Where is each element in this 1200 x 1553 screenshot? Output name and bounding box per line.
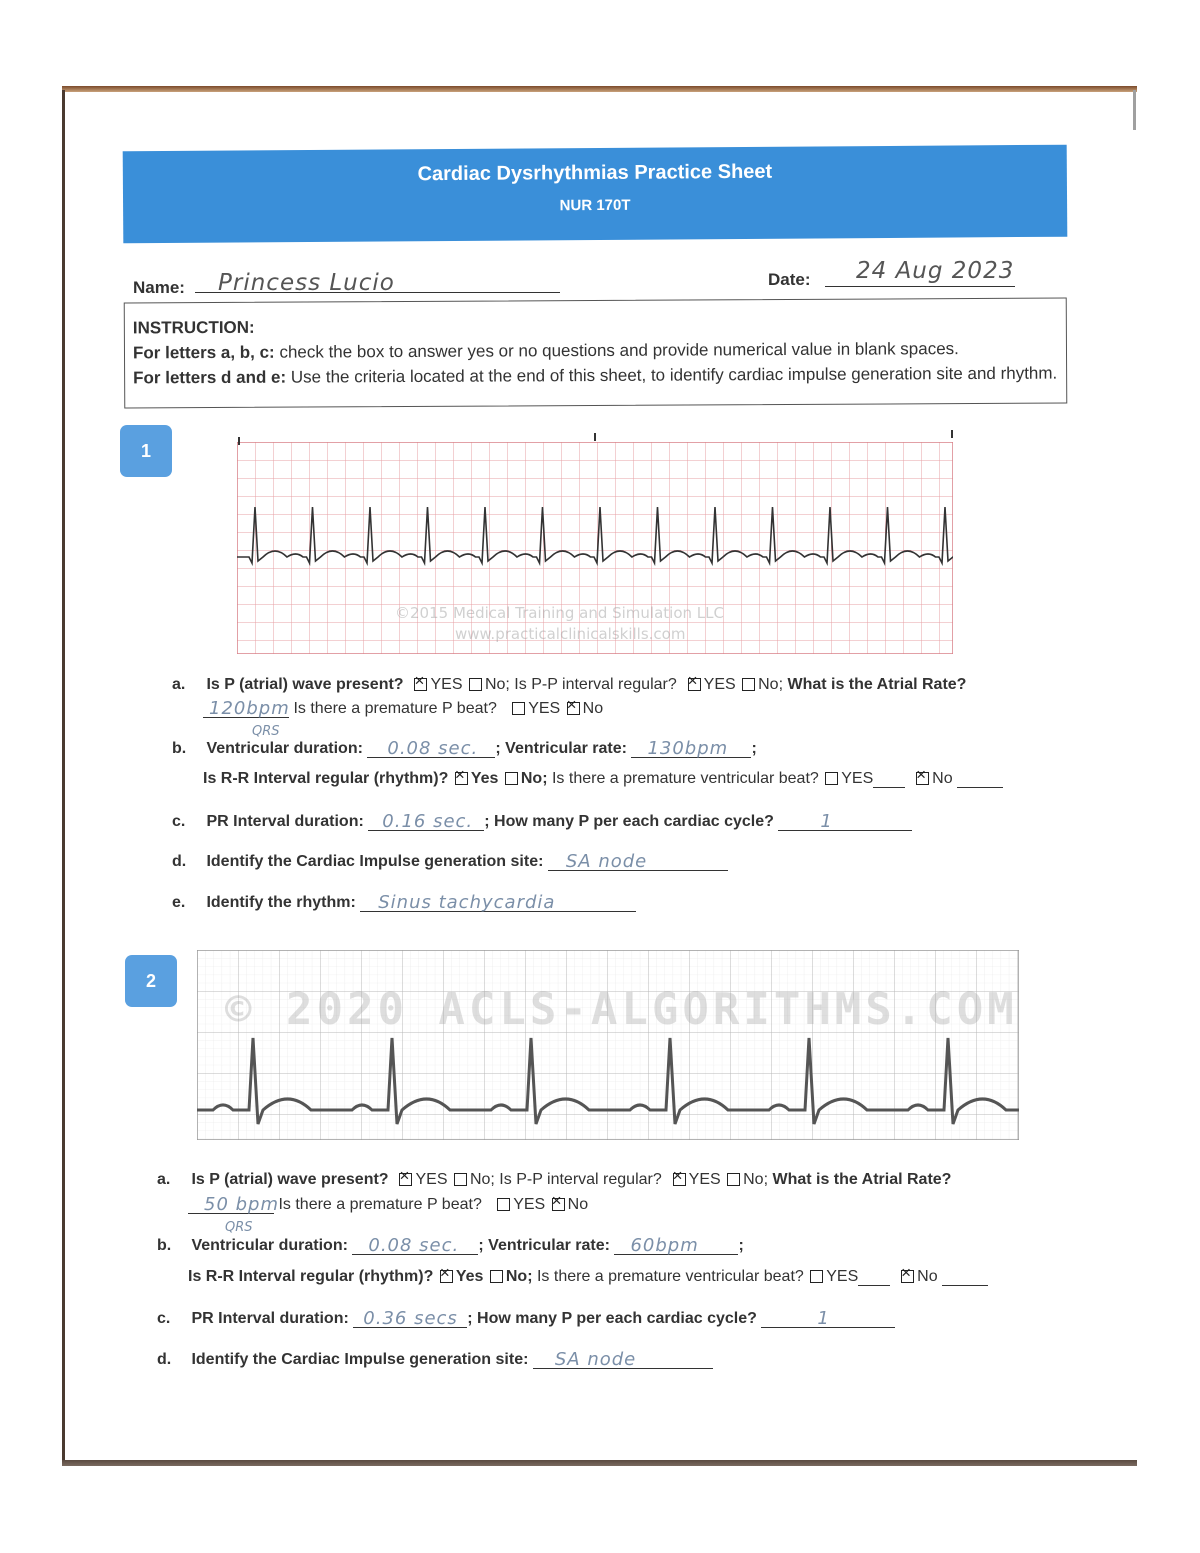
q2-c-p-per-cycle-value: 1: [817, 1308, 830, 1329]
tick-mark: [594, 433, 596, 441]
yes-label: YES: [841, 770, 874, 787]
q1-b-line1: b. Ventricular duration: 0.08 sec. ; Ventricular rate: 130bpm ;: [172, 738, 757, 759]
q1-a-pwave-no-checkbox[interactable]: [469, 678, 482, 691]
tick-mark: [951, 430, 953, 438]
ecg-strip-2: [197, 950, 1019, 1140]
q1-b-rr-no-checkbox[interactable]: [505, 772, 518, 785]
q1-c-pr-value: 0.16 sec.: [382, 811, 474, 832]
q1-d-letter: d.: [172, 853, 187, 870]
paper-edge-bottom: [62, 1460, 1137, 1466]
q2-c-p-per-cycle-question: ; How many P per each cardiac cycle?: [467, 1310, 757, 1327]
no-label: No;: [469, 1171, 495, 1188]
q2-c-p-per-cycle-field[interactable]: [761, 1310, 895, 1328]
q2-b-rate-field[interactable]: [614, 1237, 738, 1255]
ecg-1-watermark-2: www.practicalclinicalskills.com: [455, 625, 686, 643]
q1-a-letter: a.: [172, 676, 186, 693]
q1-c-line: [172, 813, 912, 831]
q1-d-field[interactable]: [548, 853, 728, 871]
no-label: No: [582, 700, 604, 717]
q2-b-duration-value: 0.08 sec.: [368, 1235, 460, 1256]
q1-b-duration-field[interactable]: [367, 740, 495, 758]
q1-a-atrial-rate-value: 120bpm: [209, 698, 290, 719]
ecg-1-watermark-1: ©2015 Medical Training and Simulation LLC: [395, 604, 724, 622]
blank-line: [957, 770, 1003, 788]
q1-a-atrial-rate-field[interactable]: [203, 700, 289, 718]
q2-c-pr-question: PR Interval duration:: [191, 1310, 349, 1327]
q1-b-rr-yes-checkbox[interactable]: [455, 772, 468, 785]
q1-a-atrial-rate-question: What is the Atrial Rate?: [787, 676, 967, 693]
instruction-box: [124, 298, 1068, 409]
q2-c-line: [157, 1310, 895, 1328]
q2-d-question: Identify the Cardiac Impulse generation site:: [191, 1351, 529, 1368]
q1-b-rate-question: ; Ventricular rate:: [495, 740, 627, 757]
blank-line: [858, 1268, 890, 1286]
course-code: NUR 170T: [559, 196, 631, 215]
q1-a-pp-no-checkbox[interactable]: [742, 678, 755, 691]
q1-c-p-per-cycle-field[interactable]: [778, 813, 912, 831]
q2-b-pvc-question: Is there a premature ventricular beat?: [536, 1268, 804, 1285]
q1-e-question: Identify the rhythm:: [206, 894, 356, 911]
q1-b-line2: [203, 770, 1003, 788]
q2-d-value: SA node: [554, 1349, 637, 1370]
name-value[interactable]: Princess Lucio: [218, 270, 395, 296]
q1-d-line: [172, 853, 728, 871]
no-label: No: [932, 770, 953, 787]
q2-c-pr-value: 0.36 secs: [363, 1308, 458, 1329]
ecg-strip-1: [237, 442, 953, 654]
q2-a-premature-no-checkbox[interactable]: [552, 1198, 565, 1211]
q1-b-rate-field[interactable]: [631, 740, 751, 758]
q2-a-line1: [157, 1171, 951, 1189]
date-label: Date:: [768, 270, 811, 289]
q2-a-atrial-rate-field[interactable]: [188, 1194, 280, 1215]
q1-a-pp-question: Is P-P interval regular?: [514, 676, 677, 693]
q2-a-pp-no-checkbox[interactable]: [727, 1173, 740, 1186]
yes-label: YES: [703, 676, 736, 693]
no-label: No: [567, 1196, 589, 1213]
instruction-lead-1: For letters a, b, c:: [132, 342, 275, 363]
q2-a-premature-yes-checkbox[interactable]: [497, 1198, 510, 1211]
q2-b-line1: b. Ventricular duration: 0.08 sec. ; Ventricular rate: 60bpm ;: [157, 1235, 744, 1256]
yes-label: YES: [430, 676, 463, 693]
date-value[interactable]: 24 Aug 2023: [856, 258, 1015, 284]
q2-b-letter: b.: [157, 1237, 172, 1254]
q1-b-rate-value: 130bpm: [647, 738, 729, 759]
q2-b-rate-question: ; Ventricular rate:: [478, 1237, 610, 1254]
q1-a-pp-yes-checkbox[interactable]: [688, 678, 701, 691]
q2-b-rr-yes-checkbox[interactable]: [440, 1270, 453, 1283]
header-band: [123, 145, 1068, 244]
q1-a-line1: [172, 676, 966, 694]
q2-b-line2: [188, 1268, 988, 1286]
question-number-badge: 1: [120, 425, 172, 477]
q1-b-rr-question: Is R-R Interval regular (rhythm)?: [203, 770, 449, 787]
paper-edge-right: [1133, 90, 1136, 130]
q2-d-letter: d.: [157, 1351, 172, 1368]
q1-a-pwave-question: Is P (atrial) wave present?: [206, 676, 404, 693]
q1-d-value: SA node: [565, 851, 648, 872]
yes-label: YES: [528, 700, 561, 717]
q1-c-pr-question: PR Interval duration:: [206, 813, 364, 830]
q2-b-duration-field[interactable]: [352, 1237, 478, 1255]
no-label: No;: [484, 676, 510, 693]
q1-e-letter: e.: [172, 894, 186, 911]
no-label: No;: [743, 1171, 769, 1188]
instruction-text-1: check the box to answer yes or no questions and provide numerical value in blank spaces.: [274, 339, 959, 362]
q1-c-pr-field[interactable]: [368, 813, 484, 831]
q2-b-rr-no-checkbox[interactable]: [490, 1270, 503, 1283]
blank-line: [873, 770, 905, 788]
q2-a-premature-p-question: Is there a premature P beat?: [278, 1196, 482, 1213]
q2-d-field[interactable]: [533, 1351, 713, 1369]
q1-b-duration-question: Ventricular duration:: [206, 740, 363, 757]
name-label: Name:: [133, 278, 185, 297]
q1-b-pvc-question: Is there a premature ventricular beat?: [551, 770, 819, 787]
q1-c-p-per-cycle-question: ; How many P per each cardiac cycle?: [484, 813, 774, 830]
blank-line: [942, 1268, 988, 1286]
ecg-strip-1-svg: [237, 442, 953, 654]
q2-b-duration-question: Ventricular duration:: [191, 1237, 348, 1254]
instruction-heading: INSTRUCTION:: [132, 317, 255, 338]
yes-label: YES: [513, 1196, 546, 1213]
q2-a-pp-yes-checkbox[interactable]: [673, 1173, 686, 1186]
q1-a-line2: [203, 700, 603, 718]
q2-b-rr-question: Is R-R Interval regular (rhythm)?: [188, 1268, 434, 1285]
no-label: No;: [505, 1268, 533, 1285]
q2-b-rate-value: 60bpm: [630, 1235, 699, 1256]
ecg-strip-2-svg: [197, 950, 1019, 1140]
q2-a-pp-question: Is P-P interval regular?: [499, 1171, 662, 1188]
q1-a-premature-p-question: Is there a premature P beat?: [293, 700, 497, 717]
date-underline: [825, 286, 1015, 287]
q2-b-pvc-yes-checkbox[interactable]: [810, 1270, 823, 1283]
q2-a-pwave-question: Is P (atrial) wave present?: [191, 1171, 389, 1188]
yes-label: YES: [826, 1268, 859, 1285]
yes-label: YES: [688, 1171, 721, 1188]
question-number-badge: 2: [125, 955, 177, 1007]
q2-a-line2: [188, 1196, 588, 1214]
q2-a-atrial-rate-question: What is the Atrial Rate?: [772, 1171, 952, 1188]
q2-a-pwave-no-checkbox[interactable]: [454, 1173, 467, 1186]
q2-a-atrial-rate-value: 50 bpm: [204, 1194, 280, 1215]
q2-c-pr-field[interactable]: [353, 1310, 467, 1328]
yes-label: Yes: [455, 1268, 484, 1285]
q1-b-pvc-no-checkbox[interactable]: [916, 772, 929, 785]
q1-b-qrs-note: QRS: [252, 724, 280, 739]
q1-a-premature-yes-checkbox[interactable]: [512, 702, 525, 715]
q1-c-p-per-cycle-value: 1: [820, 811, 833, 832]
q1-e-line: [172, 894, 636, 912]
q2-d-line: [157, 1351, 713, 1369]
q1-e-value: Sinus tachycardia: [378, 892, 556, 913]
q1-b-duration-value: 0.08 sec.: [387, 738, 479, 759]
q1-b-letter: b.: [172, 740, 187, 757]
q2-a-letter: a.: [157, 1171, 171, 1188]
q1-d-question: Identify the Cardiac Impulse generation site:: [206, 853, 544, 870]
q1-a-pwave-yes-checkbox[interactable]: [414, 678, 427, 691]
no-label: No;: [520, 770, 548, 787]
q2-b-pvc-no-checkbox[interactable]: [901, 1270, 914, 1283]
instruction-text-2: Use the criteria located at the end of this sheet, to identify cardiac impulse generation site and rhythm.: [286, 363, 1058, 387]
yes-label: YES: [415, 1171, 448, 1188]
q2-b-qrs-note: QRS: [225, 1220, 253, 1235]
q2-a-pwave-yes-checkbox[interactable]: [399, 1173, 412, 1186]
q1-b-pvc-yes-checkbox[interactable]: [825, 772, 838, 785]
yes-label: Yes: [470, 770, 499, 787]
q1-c-letter: c.: [172, 813, 186, 830]
sheet-title: Cardiac Dysrhythmias Practice Sheet: [417, 160, 773, 186]
instruction-lead-2: For letters d and e:: [133, 367, 287, 388]
tick-mark: [238, 437, 240, 445]
q2-c-letter: c.: [157, 1310, 171, 1327]
no-label: No: [917, 1268, 938, 1285]
no-label: No;: [758, 676, 784, 693]
q1-e-field[interactable]: [360, 894, 636, 912]
q1-a-premature-no-checkbox[interactable]: [567, 702, 580, 715]
ecg-2-watermark: © 2020 ACLS-ALGORITHMS.COM: [225, 984, 1018, 1035]
